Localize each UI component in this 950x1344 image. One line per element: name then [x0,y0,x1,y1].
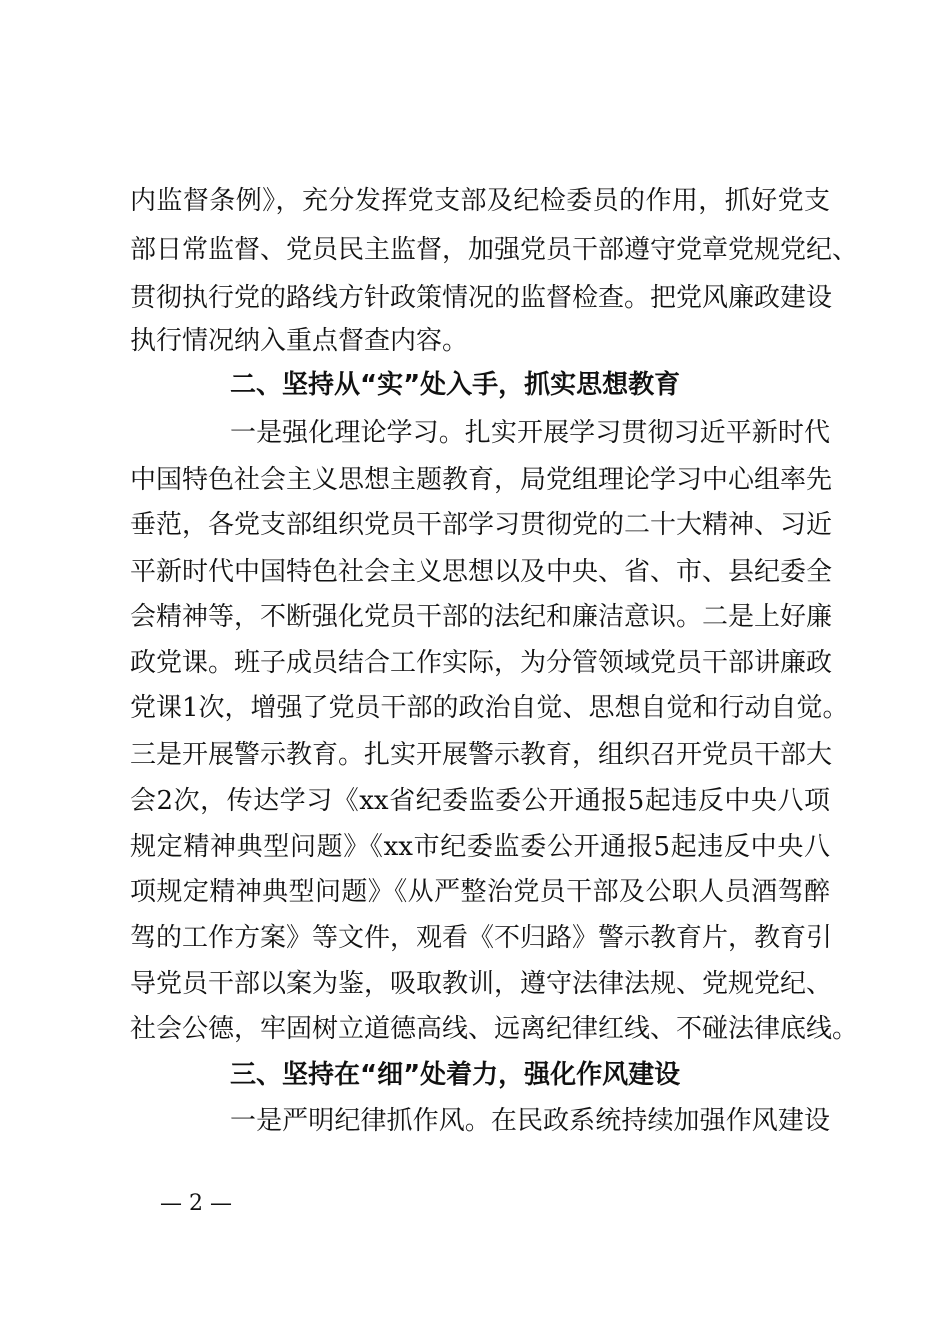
section-heading: 二、坚持从“实”处入手，抓实思想教育 [230,370,681,400]
paragraph-line: 执行情况纳入重点督查内容。 [130,326,469,356]
paragraph-line: 内监督条例》，充分发挥党支部及纪检委员的作用，抓好党支 [130,186,830,216]
paragraph-line: 一是严明纪律抓作风。在民政系统持续加强作风建设 [230,1106,830,1136]
paragraph-line: 平新时代中国特色社会主义思想以及中央、省、市、县纪委全 [130,557,833,587]
paragraph-line: 部日常监督、党员民主监督，加强党员干部遵守党章党规党纪、 [130,235,859,265]
section-heading: 三、坚持在“细”处着力，强化作风建设 [230,1060,681,1090]
paragraph-line: 导党员干部以案为鉴，吸取教训，遵守法律法规、党规党纪、 [130,969,833,999]
paragraph-line: 党课1次，增强了党员干部的政治自觉、思想自觉和行动自觉。 [130,693,849,723]
paragraph-line: 会2次，传达学习《xx省纪委监委公开通报5起违反中央八项 [130,786,830,816]
paragraph-line: 一是强化理论学习。扎实开展学习贯彻习近平新时代 [230,418,830,448]
paragraph-line: 政党课。班子成员结合工作实际，为分管领域党员干部讲廉政 [130,648,833,678]
paragraph-line: 规定精神典型问题》《xx市纪委监委公开通报5起违反中央八 [130,832,830,862]
page-number: — 2 — [160,1191,232,1216]
paragraph-line: 社会公德，牢固树立道德高线、远离纪律红线、不碰法律底线。 [130,1014,859,1044]
paragraph-line: 垂范，各党支部组织党员干部学习贯彻党的二十大精神、习近 [130,510,833,540]
paragraph-line: 三是开展警示教育。扎实开展警示教育，组织召开党员干部大 [130,740,833,770]
paragraph-line: 项规定精神典型问题》《从严整治党员干部及公职人员酒驾醉 [130,877,830,907]
paragraph-line: 会精神等，不断强化党员干部的法纪和廉洁意识。二是上好廉 [130,602,833,632]
paragraph-line: 贯彻执行党的路线方针政策情况的监督检查。把党风廉政建设 [130,283,833,313]
paragraph-line: 中国特色社会主义思想主题教育，局党组理论学习中心组率先 [130,465,833,495]
paragraph-line: 驾的工作方案》等文件，观看《不归路》警示教育片，教育引 [130,923,833,953]
